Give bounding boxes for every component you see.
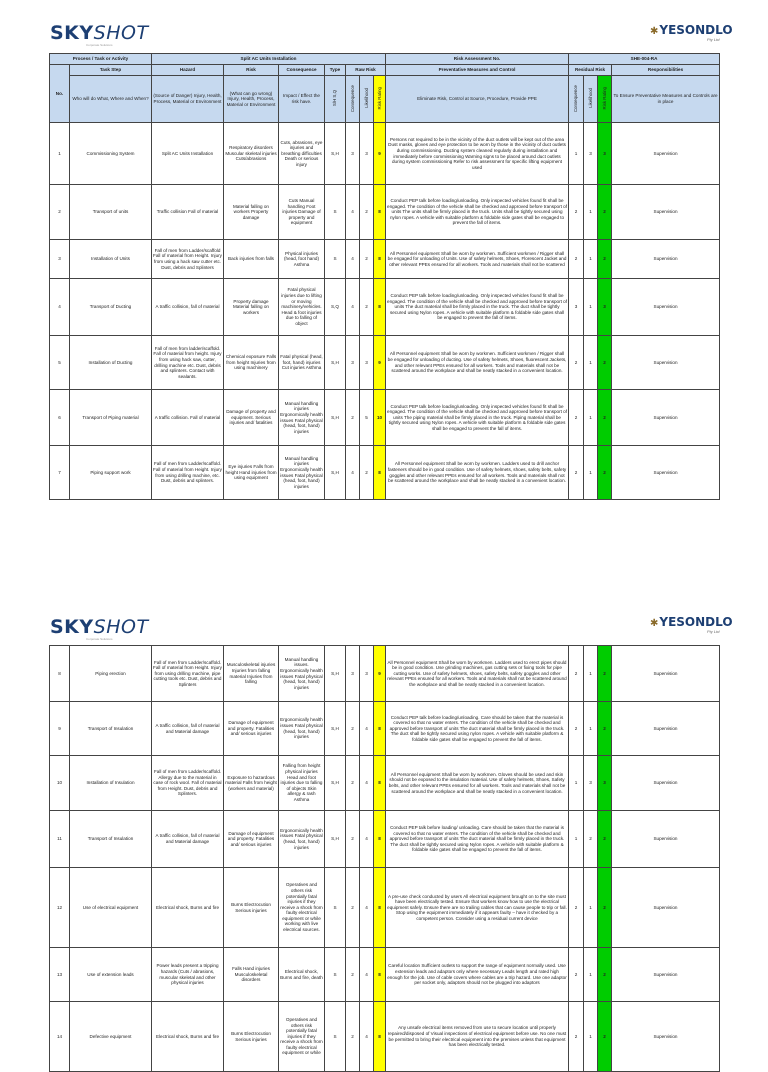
row-res-rating: 2 — [598, 185, 612, 240]
row-res-rating: 2 — [598, 446, 612, 500]
row-risk: Damage of equipment and property. Fatalities and/ serious injuries — [224, 811, 279, 868]
row-no: 13 — [50, 948, 70, 1002]
row-raw-consequence: 2 — [346, 1002, 360, 1072]
row-risk: Damage of equipment and property. Fatalities and/ serious injuries — [224, 702, 279, 756]
sub-type: S/H S,Q — [325, 76, 346, 123]
row-no: 4 — [50, 279, 70, 336]
row-raw-likelihood: 3 — [360, 336, 374, 390]
table-row — [50, 702, 720, 756]
row-raw-consequence: 2 — [346, 702, 360, 756]
row-raw-likelihood: 3 — [360, 123, 374, 185]
row-preventative: Careful location Sufficient outlets to support the range of equipment normally used. Use extension leads and adaptors only where necessary Leads length and rated high enough for the job. Use of cable covers where cables are a trip hazard. Use one adaptor per socket only, adaptors should not be plugged into adaptors — [386, 948, 569, 1002]
row-type: S,H — [325, 702, 346, 756]
row-hazard: A traffic collision, fall of material and Material damage — [152, 811, 224, 868]
row-consequence: Ergonomically health issues Fatal physical (head, foot, hand) injuries — [279, 702, 325, 756]
row-risk: Burns Electrocution Serious injuries — [224, 1002, 279, 1072]
row-responsibility: Supervision — [612, 185, 720, 240]
row-raw-rating: 8 — [374, 756, 386, 811]
row-preventative: Conduct PEP talk before loading/unloading. Only inspected vehicles found fit shall be engaged. The condition of the vehicle shall be checked and approved before transport of units The piping material shall be firmly placed in the truck. Piping material shall be tightly secured using Nylon ropes. A vehicle with suitable platform & foldable side gates shall be engaged to prevent the fall of items. — [386, 390, 569, 446]
row-res-rating: 2 — [598, 390, 612, 446]
row-risk: Burns Electrocution Serious injuries — [224, 868, 279, 948]
sub-hazard: (Source of Danger) Injury, Health, Process, Material or Environment — [152, 76, 224, 123]
table-row — [50, 240, 720, 279]
table-row — [50, 390, 720, 446]
row-task: Use of extension leads — [70, 948, 152, 1002]
row-responsibility: Supervision — [612, 868, 720, 948]
page-1 — [0, 0, 768, 500]
row-no: 3 — [50, 240, 70, 279]
row-res-likelihood: 1 — [584, 446, 598, 500]
row-res-consequence: 2 — [569, 702, 584, 756]
row-res-rating: 2 — [598, 336, 612, 390]
row-no: 14 — [50, 1002, 70, 1072]
row-responsibility: Supervision — [612, 336, 720, 390]
row-raw-rating: 8 — [374, 240, 386, 279]
col-consequence: Consequence — [279, 65, 325, 76]
row-res-likelihood: 1 — [584, 336, 598, 390]
row-no: 6 — [50, 390, 70, 446]
row-risk: Back injuries from falls — [224, 240, 279, 279]
sub-consequence: Impact / Effect the risk have. — [279, 76, 325, 123]
row-raw-rating: 8 — [374, 811, 386, 868]
row-task: Use of electrical equipment — [70, 868, 152, 948]
row-no: 5 — [50, 336, 70, 390]
row-res-likelihood: 1 — [584, 948, 598, 1002]
col-hazard: Hazard — [152, 65, 224, 76]
row-preventative: Conduct PEP talk before loading/unloading. Only inspected vehicles found fit shall be engaged. The condition of the vehicle shall be checked and approved before transport of units The duct material shall be firmly placed in the truck. The duct shall be tightly secured using Nylon ropes. A vehicle with suitable platform & foldable side gates shall be engaged to prevent the fall of items. — [386, 279, 569, 336]
row-hazard: Electrical shock, Burns and fire — [152, 868, 224, 948]
row-raw-rating: 8 — [374, 446, 386, 500]
table-row — [50, 1002, 720, 1072]
row-res-rating: 2 — [598, 240, 612, 279]
yesondlo-logo-subtitle: Pty Ltd — [707, 37, 720, 42]
row-raw-consequence: 4 — [346, 279, 360, 336]
row-raw-likelihood: 2 — [360, 279, 374, 336]
row-responsibility: Supervision — [612, 446, 720, 500]
row-risk: Property damage Material falling on workers — [224, 279, 279, 336]
row-res-consequence: 2 — [569, 646, 584, 702]
row-raw-likelihood: 4 — [360, 811, 374, 868]
row-hazard: Traffic collision Fall of material — [152, 185, 224, 240]
row-responsibility: Supervision — [612, 279, 720, 336]
row-raw-likelihood: 4 — [360, 756, 374, 811]
row-responsibility: Supervision — [612, 702, 720, 756]
row-raw-likelihood: 4 — [360, 1002, 374, 1072]
row-raw-rating: 8 — [374, 702, 386, 756]
row-type: S — [325, 948, 346, 1002]
row-preventative: Persons not required to be in the vicinity of the duct outlets will be kept out of the area Dust masks, gloves and eye protection to be worn by those in the vicinity of duct outlets during commissioning. Ducting system cleaned regularly during installation and immediately before commissioning Warning signs to be placed around duct outlets during system commissioning Refer to risk assessment for specific lifting equipment used — [386, 123, 569, 185]
row-task: Transport of Insulation — [70, 811, 152, 868]
row-res-consequence: 2 — [569, 1002, 584, 1072]
row-no: 11 — [50, 811, 70, 868]
table-row — [50, 185, 720, 240]
table-body-page-1 — [50, 123, 720, 500]
row-raw-consequence: 3 — [346, 336, 360, 390]
row-consequence: Manual handling issues. Ergonomically health issues Fatal physical (head, foot, hand) injuries — [279, 646, 325, 702]
row-consequence: Operatives and others risk potentially fatal injuries if they receive a shock from faulty electrical equipment or while working with live electrical sources. — [279, 868, 325, 948]
row-hazard: Electrical shock, Burns and fire — [152, 1002, 224, 1072]
row-raw-consequence: 4 — [346, 240, 360, 279]
table-body-page-2 — [50, 646, 720, 1072]
row-hazard: Fall of men from Ladder/scaffold. Fall of material from Height. Injury from using drilling machine, pipe cutting tools etc. Dust, debris and Splinters — [152, 646, 224, 702]
sub-task: Who will do What, Where and When? — [70, 76, 152, 123]
row-responsibility: Supervision — [612, 240, 720, 279]
row-preventative: A pre-use check conducted by users All electrical equipment brought on to the site must have been electrically tested. Ensure that workers know how to use the electrical equipment safely. Ensure there are no trailing cables that can cause people to trip or fall. Stop using the equipment immediately if it appears faulty – have it checked by a competent person. Consider using a residual current device — [386, 868, 569, 948]
row-raw-consequence: 3 — [346, 123, 360, 185]
row-preventative: Conduct PEP talk before loading/unloading. Care should be taken that the material is covered so that no water enters. The condition of the vehicle shall be checked and approved before transport of units The duct material shall be firmly placed in the truck. The duct shall be tightly secured using nylon ropes. A vehicle with suitable platform & foldable side gates shall be engaged to prevent the fall of items. — [386, 702, 569, 756]
row-task: Installation of Ducting — [70, 336, 152, 390]
row-responsibility: Supervision — [612, 756, 720, 811]
row-no: 10 — [50, 756, 70, 811]
row-hazard: Fall of men from Ladder/scaffold. Allergy due to the material in case of rock wool. Fall of material from Height. Dust, debris and Splinters. — [152, 756, 224, 811]
row-responsibility: Supervision — [612, 948, 720, 1002]
row-raw-likelihood: 4 — [360, 702, 374, 756]
row-res-consequence: 3 — [569, 279, 584, 336]
row-hazard: Split AC Units Installation — [152, 123, 224, 185]
row-res-consequence: 1 — [569, 756, 584, 811]
row-res-likelihood: 1 — [584, 279, 598, 336]
row-hazard: Fall of men from Ladder/scaffold. Fall of material from Height. Injury from using drilling machine, etc. Dust, debris and splinters. — [152, 446, 224, 500]
row-res-likelihood: 1 — [584, 702, 598, 756]
row-task: Defective equipment — [70, 1002, 152, 1072]
row-task: Installation of Units — [70, 240, 152, 279]
row-no: 1 — [50, 123, 70, 185]
row-raw-likelihood: 2 — [360, 446, 374, 500]
row-hazard: A traffic collision, fall of material — [152, 279, 224, 336]
row-risk: Eye injuries Falls from height Hand injuries from using equipment — [224, 446, 279, 500]
row-type: S — [325, 1002, 346, 1072]
row-res-likelihood: 2 — [584, 811, 598, 868]
row-task: Transport of units — [70, 185, 152, 240]
sub-res-rating: Risk Rating — [598, 76, 612, 123]
row-res-likelihood: 1 — [584, 185, 598, 240]
row-task: Transport of Insulation — [70, 702, 152, 756]
row-raw-rating: 8 — [374, 185, 386, 240]
sub-res-consequence: Consequence — [569, 76, 584, 123]
table-row — [50, 948, 720, 1002]
row-responsibility: Supervision — [612, 811, 720, 868]
row-raw-consequence: 3 — [346, 646, 360, 702]
row-raw-consequence: 2 — [346, 948, 360, 1002]
row-res-likelihood: 3 — [584, 756, 598, 811]
row-res-rating: 2 — [598, 868, 612, 948]
table-row — [50, 446, 720, 500]
row-res-consequence: 2 — [569, 948, 584, 1002]
yesondlo-logo: ✱YESONDLO — [650, 615, 733, 629]
row-res-rating: 2 — [598, 811, 612, 868]
row-res-consequence: 2 — [569, 240, 584, 279]
row-raw-likelihood: 5 — [360, 390, 374, 446]
row-raw-rating: 9 — [374, 336, 386, 390]
row-no: 12 — [50, 868, 70, 948]
row-risk: Respiratory disorders Muscular skeletal injuries Cuts/abrasions — [224, 123, 279, 185]
table-row — [50, 336, 720, 390]
sub-responsibilities: To Ensure Preventative Measures and Controls are in place — [612, 76, 720, 123]
row-raw-consequence: 4 — [346, 185, 360, 240]
row-preventative: All Personnel equipment Shall be worn by workmen. Sufficient workmen / Rigger shall be engaged for unloading of ducting. Use of safety helmets, Shoes, fluorescent Jackets, and other relevant PPEs ensured for all workers. Tools and materials shall not be scattered around the workplace and shall be neatly stacked in a convenient location. — [386, 336, 569, 390]
row-responsibility: Supervision — [612, 123, 720, 185]
row-raw-consequence: 4 — [346, 446, 360, 500]
row-res-likelihood: 1 — [584, 240, 598, 279]
yesondlo-logo-subtitle: Pty Ltd — [707, 629, 720, 634]
sub-risk: (What can go wrong) Injury, Health, Process, Material or Environment — [224, 76, 279, 123]
row-res-rating: 2 — [598, 646, 612, 702]
yesondlo-logo: ✱YESONDLO — [650, 23, 733, 37]
row-raw-likelihood: 2 — [360, 240, 374, 279]
row-res-rating: 2 — [598, 948, 612, 1002]
row-task: Transport of Ducting — [70, 279, 152, 336]
row-type: S — [325, 868, 346, 948]
row-raw-rating: 8 — [374, 279, 386, 336]
row-task: Installation of Insulation — [70, 756, 152, 811]
row-raw-rating: 8 — [374, 868, 386, 948]
row-res-consequence: 2 — [569, 390, 584, 446]
row-type: S,H — [325, 390, 346, 446]
row-consequence: Physical injuries (head, foot hand) Asthma — [279, 240, 325, 279]
row-raw-consequence: 2 — [346, 811, 360, 868]
row-preventative: All Personnel equipment Shall be worn by workmen. Ladders used to drill anchor fasteners should be in good condition. Use of safety helmets, shoes, safety belts, safety goggles and other relevant PPEs ensured for all workers. Tools and materials shall not be scattered around the workplace and shall be neatly stacked in a convenient location. — [386, 446, 569, 500]
row-type: S,H — [325, 646, 346, 702]
row-no: 7 — [50, 446, 70, 500]
ra-no-value: SHE-004-RA — [569, 54, 720, 65]
sub-res-likelihood: Likelihood — [584, 76, 598, 123]
row-consequence: Cuts Manual handling Foot injuries Damage of property and equipment — [279, 185, 325, 240]
row-consequence: Manual handling injuries Ergonomically health issues Fatal physical (head, foot, hand) injuries — [279, 446, 325, 500]
row-risk: Musculoskeletal injuries Injuries from falling material Injuries from falling — [224, 646, 279, 702]
row-hazard: Power leads present a tripping hazards (Cuts / abrasions, muscular skeletal and other physical injuries — [152, 948, 224, 1002]
row-res-rating: 2 — [598, 1002, 612, 1072]
row-no: 8 — [50, 646, 70, 702]
row-consequence: Fatal physical injuries due to lifting or moving machinery/vehicles. Head & foot injuries due to falling of object — [279, 279, 325, 336]
row-task: Piping erection — [70, 646, 152, 702]
row-raw-rating: 10 — [374, 390, 386, 446]
col-responsibilities: Responsibilities — [612, 65, 720, 76]
sub-raw-likelihood: Likelihood — [360, 76, 374, 123]
ra-no-label: Risk Assessment No. — [386, 54, 569, 65]
row-res-likelihood: 1 — [584, 390, 598, 446]
row-consequence: Fatal physical (head, foot, hand) injuries Cut injuries Asthma — [279, 336, 325, 390]
row-raw-likelihood: 3 — [360, 646, 374, 702]
row-raw-rating: 9 — [374, 123, 386, 185]
table-row — [50, 646, 720, 702]
table-row — [50, 811, 720, 868]
row-preventative: Conduct PEP talk before loading/ unloading. Care should be taken that the material is covered so that no water enters. The condition of the vehicle shall be checked and approved before transport of units The duct material shall be firmly placed in the truck. The duct shall be tightly secured using Nylon ropes. A vehicle with suitable platform & foldable side gates shall be engaged to prevent the fall of items. — [386, 811, 569, 868]
row-consequence: Ergonomically health issues Fatal physical (head, foot, hand) injuries — [279, 811, 325, 868]
row-type: S,H — [325, 123, 346, 185]
col-raw-risk: Raw Risk — [346, 65, 386, 76]
row-risk: Falls Hand injuries Musculoskeletal disorders — [224, 948, 279, 1002]
row-res-consequence: 2 — [569, 868, 584, 948]
row-preventative: All Personnel equipment Shall be worn by workmen. Gloves should be used and skin should not be exposed to the insulation material. Use of safety helmets, Shoes, Safety belts, and other relevant PPEs ensured for all workers. Tools and materials shall not be scattered around the workplace and shall be neatly stacked in a convenient location. — [386, 756, 569, 811]
row-hazard: Fall of men from Ladder/scaffold Fall of material from Height. Injury from using a hack saw cutter etc. Dust, debris and Splinters — [152, 240, 224, 279]
risk-assessment-table-page-1 — [49, 53, 720, 500]
row-no: 9 — [50, 702, 70, 756]
row-res-rating: 3 — [598, 756, 612, 811]
row-res-likelihood: 1 — [584, 868, 598, 948]
row-responsibility: Supervision — [612, 646, 720, 702]
row-res-consequence: 1 — [569, 811, 584, 868]
col-residual-risk: Residual Risk — [569, 65, 612, 76]
row-task: Piping support work — [70, 446, 152, 500]
row-preventative: Any unsafe electrical items removed from use to secure location until properly repaired/disposed of Visual inspections of electrical equipment before use. No one must be permitted to bring their electrical equipment into the premises unless that equipment has been electrically tested. — [386, 1002, 569, 1072]
skyshot-logo-subtitle: Corporate Solutions — [86, 43, 113, 47]
row-no: 2 — [50, 185, 70, 240]
row-raw-rating: 8 — [374, 1002, 386, 1072]
row-type: S,H — [325, 811, 346, 868]
skyshot-logo: SKYSHOT — [50, 616, 149, 638]
row-risk: Chemical exposure Falls from height Injuries from using machinery — [224, 336, 279, 390]
row-res-likelihood: 1 — [584, 646, 598, 702]
process-value: Split AC Units Installation — [152, 54, 386, 65]
table-row — [50, 123, 720, 185]
row-type: S,H — [325, 756, 346, 811]
skyshot-logo: SKYSHOT — [50, 22, 149, 44]
row-risk: Exposure to hazardous material Falls from height (workers and material) — [224, 756, 279, 811]
row-raw-likelihood: 4 — [360, 868, 374, 948]
row-res-consequence: 1 — [569, 123, 584, 185]
col-preventative: Preventative Measures and Control — [386, 65, 569, 76]
col-type: Type — [325, 65, 346, 76]
row-type: S — [325, 240, 346, 279]
sub-raw-consequence: Consequence — [346, 76, 360, 123]
row-risk: Damage of property and equipment. Serious injuries and/ fatalities — [224, 390, 279, 446]
row-hazard: A traffic collision, fall of material and Material damage — [152, 702, 224, 756]
row-preventative: Conduct PEP talk before loading/unloading. Only inspected vehicles found fit shall be engaged. The condition of the vehicle shall be checked and approved before transport of units The units shall be firmly placed in the truck. Units shall be tightly secured using nylon ropes. A vehicle with suitable platform & foldable side gates shall be engaged to prevent the fall of items. — [386, 185, 569, 240]
row-res-consequence: 2 — [569, 185, 584, 240]
row-res-rating: 2 — [598, 702, 612, 756]
row-preventative: All Personnel equipment Shall be worn by workmen. Ladders used to erect pipes should be in good condition. Use grinding machines, gas cutting sets or fixing tools for pipe cutting works. Use of safety helmets, shoes, safety belts, safety goggles and other relevant PPEs ensured for all workers. Tools and materials shall not be scattered around the workplace and shall be neatly stacked in a convenient location. — [386, 646, 569, 702]
row-raw-consequence: 2 — [346, 390, 360, 446]
row-res-rating: 3 — [598, 279, 612, 336]
table-row — [50, 868, 720, 948]
row-consequence: Electrical shock, Burns and fire, death — [279, 948, 325, 1002]
row-consequence: Falling from height physical injuries Head and foot injuries due to falling of objects Skin allergy & rash Asthma — [279, 756, 325, 811]
page-2 — [0, 600, 768, 1056]
row-consequence: Manual handling injuries Ergonomically health issues Fatal physical (head, foot, hand) injuries — [279, 390, 325, 446]
row-task: Transport of Piping material — [70, 390, 152, 446]
skyshot-logo-subtitle: Corporate Solutions — [86, 637, 113, 641]
row-type: S,Q — [325, 279, 346, 336]
row-responsibility: Supervision — [612, 390, 720, 446]
row-res-likelihood: 3 — [584, 123, 598, 185]
col-task: Task Step — [70, 65, 152, 76]
row-risk: Material falling on workers Property damage — [224, 185, 279, 240]
row-consequence: Cuts, abrasions, eye injuries and breathing difficulties Death or serious injury — [279, 123, 325, 185]
row-raw-rating: 8 — [374, 948, 386, 1002]
row-task: Commissioning System — [70, 123, 152, 185]
row-res-consequence: 2 — [569, 336, 584, 390]
row-raw-rating: 9 — [374, 646, 386, 702]
process-label: Process / Task or Activity — [50, 54, 152, 65]
row-raw-consequence: 2 — [346, 756, 360, 811]
row-hazard: Fall of men from ladder/scaffold. Fall of material from height. Injury from using hack saw, cutter, drilling machine etc. Dust, debris and splinters. Contact with sealants. — [152, 336, 224, 390]
table-row — [50, 279, 720, 336]
row-consequence: Operatives and others risk potentially fatal injuries if they receive a shock from faulty electrical equipment or while — [279, 1002, 325, 1072]
col-no: No. — [50, 65, 70, 123]
row-raw-likelihood: 4 — [360, 948, 374, 1002]
row-preventative: All Personnel equipment Shall be worn by workmen. Sufficient workmen / Rigger shall be engaged for unloading of Units. Use of safety helmets, Shoes, Florescent Jacket and other relevant PPEs ensured for all workers. Tools and materials shall not be scattered — [386, 240, 569, 279]
row-hazard: A traffic collision. Fall of material — [152, 390, 224, 446]
row-res-consequence: 2 — [569, 446, 584, 500]
row-responsibility: Supervision — [612, 1002, 720, 1072]
row-res-rating: 3 — [598, 123, 612, 185]
risk-assessment-table-page-2 — [49, 645, 720, 1072]
row-type: S,H — [325, 446, 346, 500]
row-res-likelihood: 1 — [584, 1002, 598, 1072]
table-row — [50, 756, 720, 811]
sub-raw-rating: Risk Rating — [374, 76, 386, 123]
sub-preventative: Eliminate Risk, Control at Source, Procedure, Provide PPE — [386, 76, 569, 123]
col-risk: Risk — [224, 65, 279, 76]
row-type: S — [325, 185, 346, 240]
row-raw-likelihood: 2 — [360, 185, 374, 240]
row-raw-consequence: 2 — [346, 868, 360, 948]
row-type: S,H — [325, 336, 346, 390]
